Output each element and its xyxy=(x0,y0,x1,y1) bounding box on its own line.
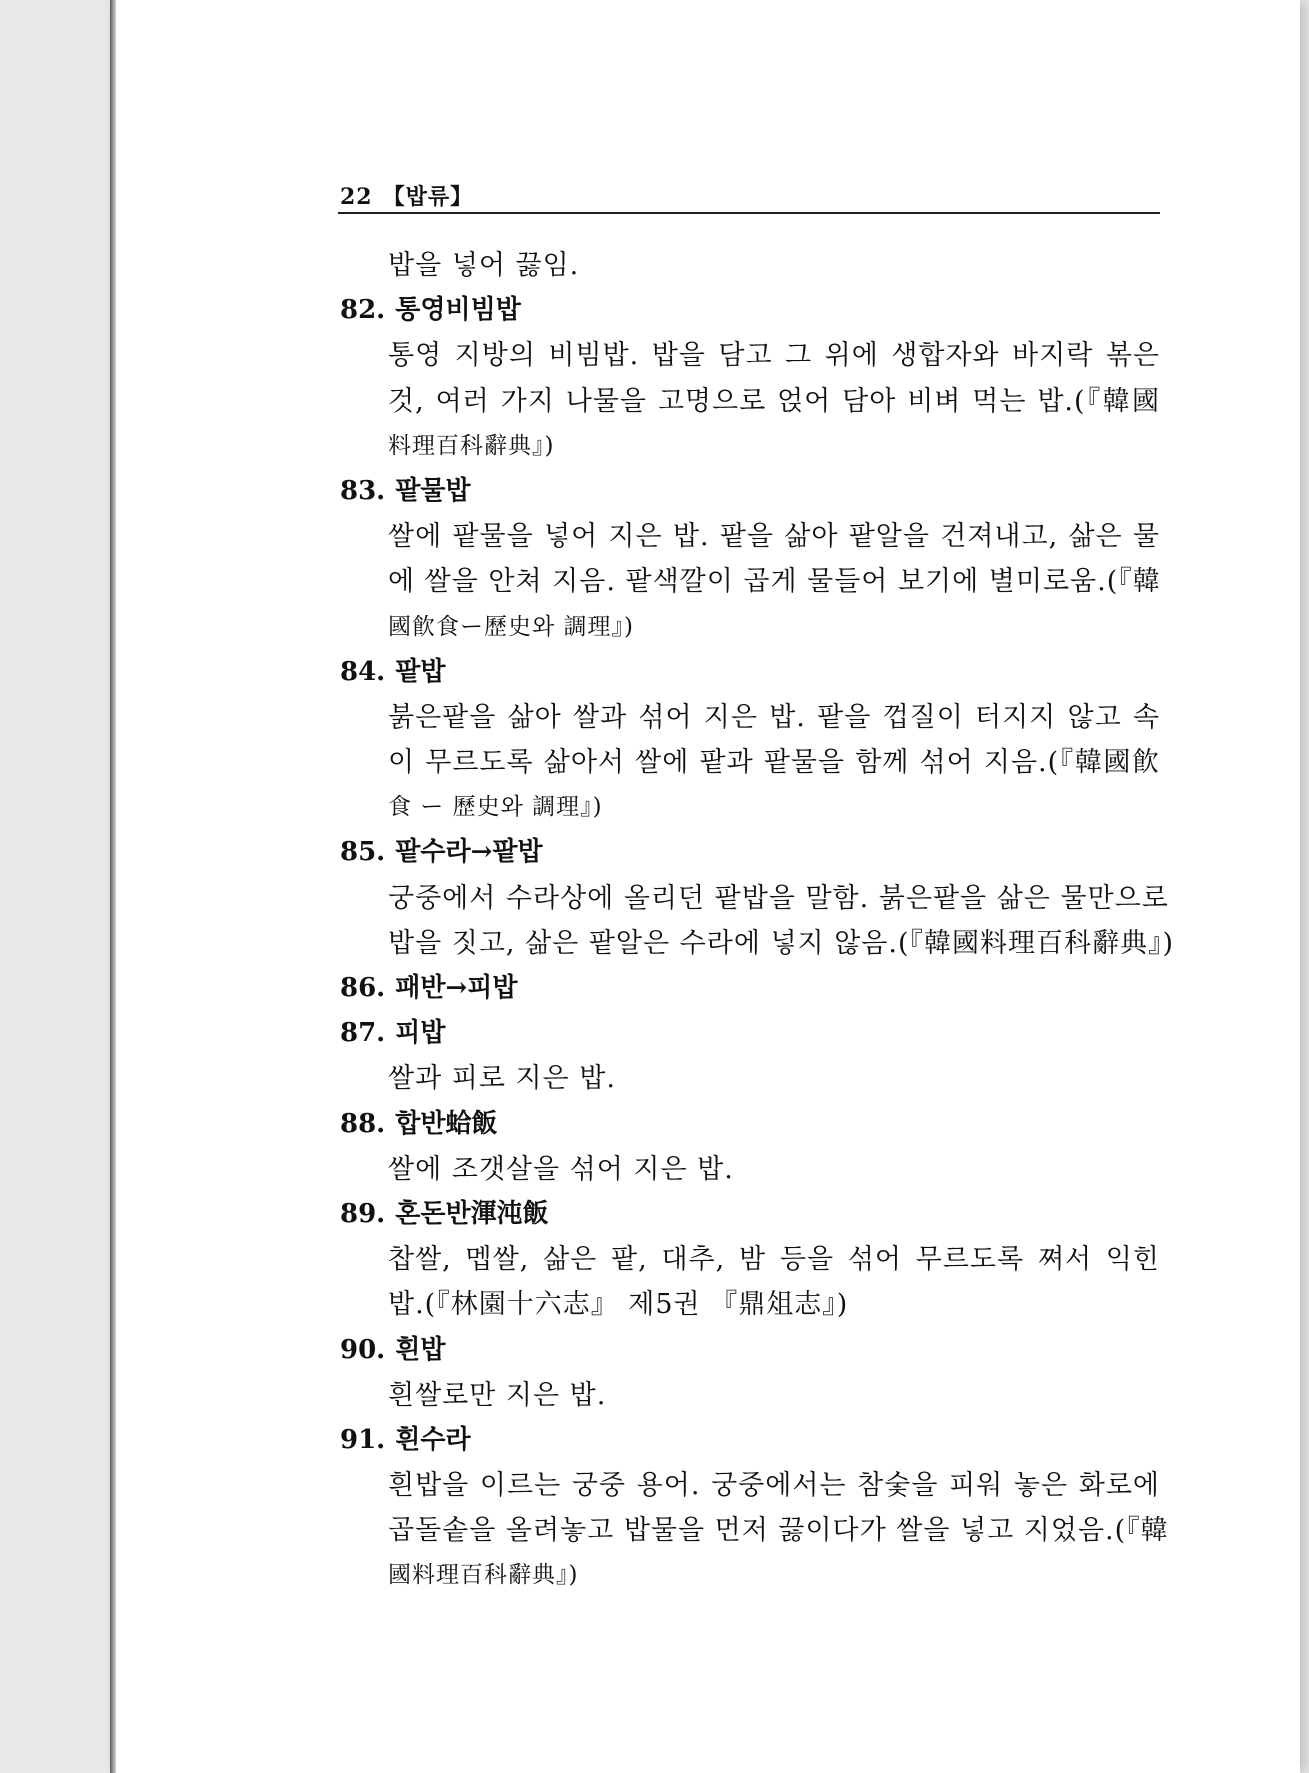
entry-text-line: 통영 지방의 비빔밥. 밥을 담고 그 위에 생합자와 바지락 볶은 xyxy=(388,340,1160,372)
entry-title-88 xyxy=(340,1102,1160,1147)
entry-title-91 xyxy=(340,1418,1160,1463)
entry-text-line: 것, 여러 가지 나물을 고명으로 얹어 담아 비벼 먹는 밥.(『韓國 xyxy=(388,385,1160,417)
page-content xyxy=(340,243,1175,1599)
entry-title-87 xyxy=(340,1011,1160,1056)
entry-title-84 xyxy=(340,650,1160,695)
entry-number: 88. xyxy=(340,1108,386,1139)
entry-term: 통영비빔밥 xyxy=(395,295,521,326)
continuation-text: 밥을 넣어 끓임. xyxy=(388,250,580,281)
entry-text-line: 붉은팥을 삶아 쌀과 섞어 지은 밥. 팥을 껍질이 터지지 않고 속 xyxy=(388,701,1160,733)
entry-term: 흰수라 xyxy=(395,1424,471,1455)
page-number: 22 xyxy=(340,184,373,210)
entry-text-line: 곱돌솥을 올려놓고 밥물을 먼저 끓이다가 쌀을 넣고 지었음.(『韓 xyxy=(388,1515,1169,1547)
entry-term: 합반蛤飯 xyxy=(395,1108,498,1139)
entry-term: 패반→피밥 xyxy=(395,973,518,1003)
entry-number: 84. xyxy=(340,656,386,687)
entry-number: 89. xyxy=(340,1198,386,1229)
header-rule xyxy=(338,212,1160,214)
entry-term: 팥수라→팥밥 xyxy=(395,837,543,868)
entry-term: 혼돈반渾沌飯 xyxy=(395,1198,549,1229)
entry-term: 팥물밥 xyxy=(395,475,471,506)
section-title: 【밥류】 xyxy=(382,184,474,210)
entry-citation-line: 밥.(『林園十六志』 제5권 『鼎俎志』) xyxy=(388,1289,849,1321)
entry-text-line: 쌀에 조갯살을 섞어 지은 밥. xyxy=(388,1153,734,1185)
entry-text-line: 쌀과 피로 지은 밥. xyxy=(388,1063,616,1095)
entry-title-82 xyxy=(340,288,1160,333)
entry-citation-line: 國料理百科辭典』) xyxy=(388,1562,579,1589)
entry-number: 83. xyxy=(340,475,386,506)
entry-title-90 xyxy=(340,1328,1160,1373)
entry-citation-line: 食 ー 歷史와 調理』) xyxy=(388,794,603,821)
entry-number: 85. xyxy=(340,837,386,868)
entry-number: 82. xyxy=(340,295,386,326)
entry-citation-line: 料理百科辭典』) xyxy=(388,432,555,459)
entry-number: 86. xyxy=(340,973,386,1003)
entry-citation-line: 國飮食ー歷史와 調理』) xyxy=(388,613,635,640)
entry-text-line: 찹쌀, 멥쌀, 삶은 팥, 대추, 밤 등을 섞어 무르도록 쪄서 익힌 xyxy=(388,1244,1160,1276)
entry-text-line: 흰쌀로만 지은 밥. xyxy=(388,1379,607,1411)
entry-text-line: 밥을 짓고, 삶은 팥알은 수라에 넣지 않음.(『韓國料理百科辭典』) xyxy=(388,927,1175,959)
entry-title-86 xyxy=(340,966,1160,1011)
entry-term: 피밥 xyxy=(395,1018,446,1049)
entry-term: 흰밥 xyxy=(395,1334,446,1365)
page-binding-edge xyxy=(110,0,116,1773)
entry-text-line: 이 무르도록 삶아서 쌀에 팥과 팥물을 함께 섞어 지음.(『韓國飮 xyxy=(388,747,1160,779)
entry-term: 팥밥 xyxy=(395,656,446,687)
entry-text-line: 궁중에서 수라상에 올리던 팥밥을 말함. 붉은팥을 삶은 물만으로 xyxy=(388,882,1169,914)
entry-title-89 xyxy=(340,1192,1160,1237)
running-header xyxy=(340,180,473,211)
entry-title-85 xyxy=(340,830,1160,875)
entry-number: 90. xyxy=(340,1334,386,1365)
entry-title-83 xyxy=(340,469,1160,514)
entry-text-line: 쌀에 팥물을 넣어 지은 밥. 팥을 삶아 팥알을 건져내고, 삶은 물 xyxy=(388,521,1160,553)
entry-number: 91. xyxy=(340,1424,386,1455)
entry-text-line: 흰밥을 이르는 궁중 용어. 궁중에서는 참숯을 피워 놓은 화로에 xyxy=(388,1470,1160,1502)
entry-number: 87. xyxy=(340,1018,386,1049)
entry-text-line: 에 쌀을 안쳐 지음. 팥색깔이 곱게 물들어 보기에 별미로움.(『韓 xyxy=(388,566,1161,598)
